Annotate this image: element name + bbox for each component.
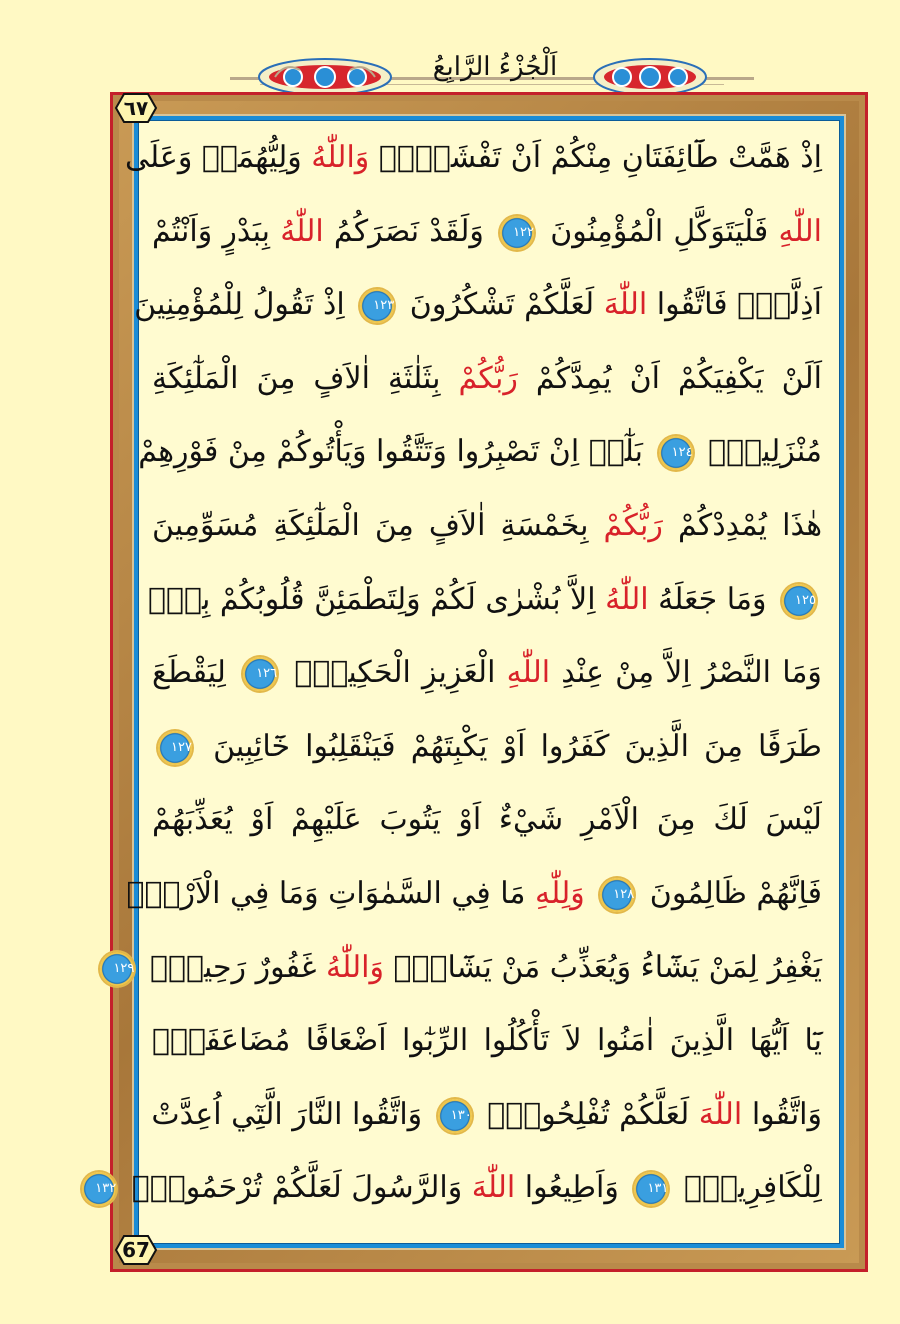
- word: الَّذِينَ: [669, 1023, 735, 1059]
- ayah-number-marker: ١٢٩: [100, 952, 134, 986]
- word: وَتَتَّقُوا: [376, 434, 447, 470]
- word: تَشْكُرُونَ: [409, 287, 515, 323]
- divine-name-word: اللّٰهَ: [698, 1096, 743, 1132]
- word: اِلاَّ: [665, 655, 691, 691]
- word: غَفُورٌ: [255, 949, 317, 985]
- word: يُمْدِدْكُمْ: [677, 508, 768, 543]
- text-line: [152, 1008, 822, 1074]
- word: بِثَلٰثَةِ: [387, 360, 441, 396]
- page-number-arabic-label: ٦٧: [123, 96, 149, 120]
- word: اِذْ: [322, 287, 345, 323]
- ayah-number-marker: ١٢٧: [158, 731, 192, 765]
- word: تَأْكُلُوا: [483, 1023, 550, 1059]
- text-line: [134, 272, 822, 338]
- word: لِلْمُؤْمِنِينَ: [134, 287, 244, 323]
- word: رَحِيمٌ۟: [149, 949, 247, 985]
- word: اِنْ: [548, 434, 580, 470]
- divine-name-word: اللّٰهَ: [603, 287, 648, 323]
- word: مِنْ: [227, 434, 267, 470]
- word: يَشَٓاءُۜ: [393, 949, 492, 985]
- word: الَّذِينَ: [624, 728, 689, 764]
- word: وَاتَّقُوا: [751, 1096, 822, 1132]
- word: مُسَوِّمِينَ: [152, 508, 259, 543]
- word: تُفْلِحُونَۚ: [487, 1096, 610, 1132]
- word: لَعَلَّكُمْ: [271, 1170, 342, 1206]
- word: النَّارَ: [292, 1096, 343, 1132]
- word: مُنْزَلِينَۜ: [708, 434, 822, 470]
- word: اُعِدَّتْ: [151, 1096, 222, 1132]
- text-line: [113, 935, 822, 1001]
- word: فَاتَّقُوا: [656, 287, 728, 323]
- word: لِيَقْطَعَ: [152, 655, 226, 691]
- word: الْعَزِيزِ: [422, 655, 496, 691]
- page-number-latin-label: 67: [122, 1238, 150, 1262]
- word: اَوْ: [458, 802, 482, 838]
- ayah-number-marker: ١٣٢: [82, 1172, 116, 1206]
- word: وَمَا: [726, 581, 767, 617]
- divine-name-word: اللّٰهُ: [280, 213, 324, 249]
- word: مَنْ: [501, 949, 541, 985]
- ayah-number-marker: ١٢٤: [659, 436, 693, 470]
- divine-name-word: وَاللّٰهُ: [326, 949, 384, 985]
- text-line: [125, 125, 822, 191]
- word: لِمَنْ: [708, 949, 758, 985]
- text-line: [152, 1082, 822, 1148]
- word: مِنْ: [615, 655, 655, 691]
- word: وَلَقَدْ: [429, 213, 484, 249]
- ayah-number-marker: ١٢٢: [500, 216, 534, 250]
- word: خَٓائِبِينَ: [213, 728, 291, 764]
- word: اٰمَنُوا: [596, 1023, 655, 1059]
- word: اَيُّهَا: [749, 1023, 790, 1059]
- word: النَّصْرُ: [701, 655, 772, 691]
- word: اٰلاَفٍ: [428, 508, 486, 543]
- word: بُشْرٰى: [485, 581, 561, 617]
- ayah-number-marker: ١٣١: [634, 1172, 668, 1206]
- word: جَعَلَهُ: [658, 581, 718, 617]
- word: السَّمٰوَاتِ: [328, 876, 442, 911]
- word: فِي: [230, 876, 270, 911]
- word: يُعَذِّبَهُمْ: [152, 802, 233, 838]
- word: عِنْدِ: [561, 655, 604, 691]
- word: اَذِلَّةٌۚ: [737, 287, 822, 323]
- word: يَغْفِرُ: [767, 949, 822, 985]
- word: تَقُولُ: [252, 287, 314, 323]
- word: طَٓائِفَتَانِ: [621, 140, 719, 175]
- word: وَاتَّقُوا: [351, 1096, 423, 1132]
- text-line: [152, 199, 822, 265]
- word: اٰلاَفٍ: [313, 360, 370, 396]
- text-line: [152, 346, 822, 412]
- word: لاَ: [564, 1023, 582, 1059]
- word: اَنْ: [629, 360, 660, 396]
- word: يَٓا: [804, 1023, 822, 1059]
- divine-name-word: رَبُّكُمْ: [458, 360, 518, 396]
- word: شَيْءٌ: [498, 802, 564, 838]
- word: بِخَمْسَةِ: [500, 508, 589, 543]
- word: اَلَنْ: [781, 360, 822, 396]
- word: اَوْ: [502, 728, 526, 764]
- divine-name-word: وَاللّٰهُ: [311, 140, 370, 175]
- word: تَصْبِرُوا: [456, 434, 540, 470]
- word: وَلِتَطْمَئِنَّ: [314, 581, 421, 617]
- text-line: [147, 567, 822, 633]
- word: يُمِدَّكُمْ: [535, 360, 612, 396]
- word: بِهٖۜ: [147, 581, 211, 617]
- word: بَلٰٓىۙ: [588, 434, 644, 470]
- word: مِنَ: [656, 802, 696, 838]
- juz-title: اَلْجُزْءُ الرَّابِعُ: [432, 52, 558, 82]
- word: لَكَ: [713, 802, 748, 838]
- word: فَلْيَتَوَكَّلِ: [673, 213, 769, 249]
- text-line: [126, 861, 822, 927]
- word: يَتُوبَ: [379, 802, 441, 838]
- divine-name-word: اللّٰهِ: [506, 655, 551, 691]
- word: اَنْ: [510, 140, 542, 175]
- text-line: [138, 419, 822, 485]
- word: مِنْكُمْ: [550, 140, 613, 175]
- divine-name-word: وَلِلّٰهِ: [535, 876, 585, 911]
- word: وَمَا: [782, 655, 822, 691]
- word: كَفَرُوا: [540, 728, 610, 764]
- word: وَيَأْتُوكُمْ: [276, 434, 367, 470]
- word: وَيُعَذِّبُ: [549, 949, 632, 985]
- word: وَاَطِيعُوا: [524, 1170, 619, 1206]
- word: اَوْ: [250, 802, 274, 838]
- divine-name-word: اللّٰهُ: [605, 581, 649, 617]
- word: هَمَّتْ: [728, 140, 791, 175]
- word: مُضَاعَفَةًۖ: [152, 1023, 291, 1059]
- word: لِلْكَافِرِينَۚ: [683, 1170, 822, 1206]
- word: طَرَفًا: [758, 728, 822, 764]
- ayah-number-marker: ١٢٨: [600, 878, 634, 912]
- word: فَوْرِهِمْ: [138, 434, 219, 470]
- word: الْمَلٰٓئِكَةِ: [273, 508, 360, 543]
- text-line: [152, 640, 822, 706]
- divine-name-word: رَبُّكُمْ: [603, 508, 663, 543]
- word: لَعَلَّكُمْ: [524, 287, 595, 323]
- word: وَاَنْتُمْ: [152, 213, 213, 249]
- word: فِي: [451, 876, 491, 911]
- word: تُرْحَمُونَۚ: [131, 1170, 263, 1206]
- word: مَا: [500, 876, 526, 911]
- word: الْحَكِيمِۙ: [294, 655, 411, 691]
- page-number-arabic: [112, 90, 160, 126]
- word: اَضْعَافًا: [305, 1023, 387, 1059]
- word: اِذْ: [800, 140, 822, 175]
- text-line: [152, 493, 822, 559]
- word: الْاَمْرِ: [580, 802, 639, 838]
- ayah-number-marker: ١٢٥: [782, 584, 816, 618]
- word: الَّتِٓي: [231, 1096, 283, 1132]
- quran-text: [95, 125, 823, 1230]
- text-line: [152, 714, 822, 780]
- word: قُلُوبُكُمْ: [219, 581, 305, 617]
- word: عَلَيْهِمْ: [291, 802, 362, 838]
- text-line: [95, 1155, 822, 1221]
- word: الرِّبٰٓوا: [401, 1023, 469, 1059]
- divine-name-word: اللّٰهِ: [778, 213, 822, 249]
- word: يَشَٓاءُ: [640, 949, 700, 985]
- word: تَفْشَلاَۙ: [378, 140, 502, 175]
- word: وَلِيُّهُمَاۜ: [201, 140, 302, 175]
- divine-name-word: اللّٰهَ: [471, 1170, 516, 1206]
- page-number-latin: [112, 1232, 160, 1268]
- word: ظَالِمُونَ: [649, 876, 747, 911]
- word: هٰذَا: [782, 508, 823, 543]
- word: مِنَ: [704, 728, 743, 764]
- text-line: [152, 787, 822, 853]
- word: اِلاَّ: [570, 581, 596, 617]
- word: يَكْبِتَهُمْ: [410, 728, 488, 764]
- word: مِنَ: [256, 360, 296, 396]
- word: الْمَلٰٓئِكَةِ: [152, 360, 239, 396]
- ayah-number-marker: ١٣٠: [438, 1099, 472, 1133]
- word: بِبَدْرٍ: [222, 213, 271, 249]
- word: فَيَنْقَلِبُوا: [305, 728, 396, 764]
- word: نَصَرَكُمُ: [333, 213, 420, 249]
- word: لَكُمْ: [430, 581, 476, 617]
- word: مِنَ: [374, 508, 414, 543]
- word: لَعَلَّكُمْ: [619, 1096, 690, 1132]
- word: يَكْفِيَكُمْ: [677, 360, 764, 396]
- word: الْمُؤْمِنُونَ: [550, 213, 664, 249]
- ayah-number-marker: ١٢٣: [360, 289, 394, 323]
- word: الْاَرْضِۜ: [126, 876, 221, 911]
- ayah-number-marker: ١٢٦: [243, 657, 277, 691]
- word: وَالرَّسُولَ: [351, 1170, 463, 1206]
- word: وَعَلَى: [125, 140, 193, 175]
- word: لَيْسَ: [765, 802, 822, 838]
- word: وَمَا: [278, 876, 319, 911]
- word: فَاِنَّهُمْ: [756, 876, 822, 911]
